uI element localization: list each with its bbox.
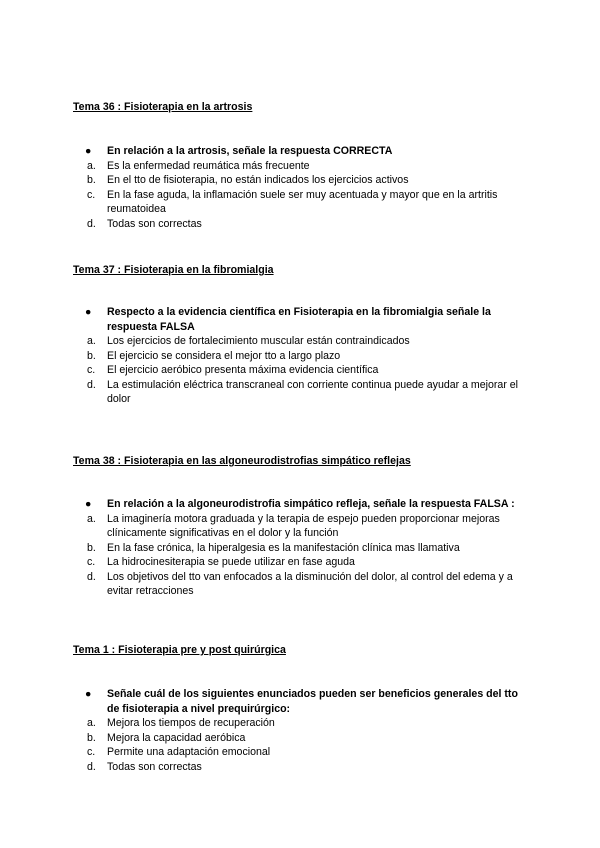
- option-letter: c.: [87, 746, 96, 758]
- option-text: Los ejercicios de fortalecimiento muscular están contraindicados: [107, 335, 410, 347]
- option-item: [87, 570, 533, 599]
- option-text: Todas son correctas: [107, 760, 202, 773]
- option-text: Es la enfermedad reumática más frecuente: [107, 159, 310, 172]
- option-item: [87, 363, 533, 378]
- option-item: [87, 745, 533, 760]
- option-text: Permite una adaptación emocional: [107, 746, 271, 758]
- option-text: Mejora la capacidad aeróbica: [107, 731, 246, 744]
- section-heading: Tema 1 : Fisioterapia pre y post quirúrgica: [73, 644, 286, 656]
- option-letter: d.: [87, 760, 96, 773]
- option-item: [87, 173, 533, 188]
- option-item: [87, 760, 533, 775]
- option-item: [87, 188, 533, 217]
- option-item: [87, 716, 533, 731]
- option-letter: c.: [87, 188, 96, 201]
- option-letter: b.: [87, 731, 96, 744]
- section-tema-36: [73, 101, 533, 231]
- question-text: Señale cuál de los siguientes enunciados pueden ser beneficios generales del tto de fisioterapia a nivel prequirúrgico:: [107, 688, 518, 715]
- option-letter: c.: [87, 556, 96, 568]
- option-text: En la fase crónica, la hiperalgesia es la manifestación clínica mas llamativa: [107, 541, 460, 554]
- options-list: [73, 334, 533, 407]
- bullet-icon: ●: [85, 498, 92, 510]
- section-tema-1: [73, 644, 533, 774]
- bullet-icon: ●: [85, 688, 92, 700]
- option-item: [87, 378, 533, 407]
- option-item: [87, 159, 533, 174]
- option-item: [87, 512, 533, 541]
- question-item: [85, 497, 533, 512]
- option-letter: d.: [87, 217, 96, 230]
- options-list: [73, 159, 533, 232]
- option-text: Los objetivos del tto van enfocados a la disminución del dolor, al control del edema y a evitar retracciones: [107, 570, 513, 597]
- option-letter: b.: [87, 174, 96, 186]
- section-tema-38: [73, 455, 533, 599]
- section-heading: Tema 36 : Fisioterapia en la artrosis: [73, 101, 253, 113]
- option-text: En la fase aguda, la inflamación suele ser muy acentuada y mayor que en la artritis reumatoidea: [107, 188, 498, 215]
- option-text: La hidrocinesiterapia se puede utilizar en fase aguda: [107, 556, 355, 568]
- section-heading: Tema 38 : Fisioterapia en las algoneurodistrofias simpático reflejas: [73, 455, 411, 467]
- option-text: Mejora los tiempos de recuperación: [107, 717, 275, 729]
- bullet-icon: ●: [85, 306, 92, 318]
- option-item: [87, 217, 533, 232]
- question-item: [85, 305, 533, 334]
- bullet-icon: ●: [85, 145, 92, 157]
- option-item: [87, 731, 533, 746]
- option-letter: b.: [87, 349, 96, 362]
- option-letter: d.: [87, 378, 96, 391]
- option-item: [87, 541, 533, 556]
- question-item: [85, 144, 533, 159]
- question-text: En relación a la artrosis, señale la respuesta CORRECTA: [107, 145, 393, 157]
- option-text: En el tto de fisioterapia, no están indicados los ejercicios activos: [107, 174, 409, 186]
- option-item: [87, 555, 533, 570]
- option-text: El ejercicio aeróbico presenta máxima evidencia científica: [107, 364, 379, 376]
- option-letter: a.: [87, 159, 96, 172]
- option-text: La imaginería motora graduada y la terapia de espejo pueden proporcionar mejoras clínicamente significativas en el dolor y la función: [107, 512, 500, 539]
- option-letter: a.: [87, 717, 96, 729]
- question-item: [85, 687, 533, 716]
- option-letter: a.: [87, 335, 96, 347]
- section-heading: Tema 37 : Fisioterapia en la fibromialgia: [73, 264, 274, 276]
- option-text: El ejercicio se considera el mejor tto a largo plazo: [107, 349, 341, 362]
- option-item: [87, 334, 533, 349]
- option-letter: b.: [87, 541, 96, 554]
- option-text: Todas son correctas: [107, 217, 202, 230]
- options-list: [73, 512, 533, 599]
- option-text: La estimulación eléctrica transcraneal con corriente continua puede ayudar a mejorar el dolor: [107, 378, 519, 405]
- option-letter: a.: [87, 512, 96, 525]
- option-item: [87, 349, 533, 364]
- section-tema-37: [73, 264, 533, 407]
- question-text: Respecto a la evidencia científica en Fisioterapia en la fibromialgia señale la respuesta FALSA: [107, 306, 491, 333]
- options-list: [73, 716, 533, 774]
- option-letter: d.: [87, 570, 96, 583]
- option-letter: c.: [87, 364, 96, 376]
- question-text: En relación a la algoneurodistrofia simpático refleja, señale la respuesta FALSA :: [107, 498, 515, 510]
